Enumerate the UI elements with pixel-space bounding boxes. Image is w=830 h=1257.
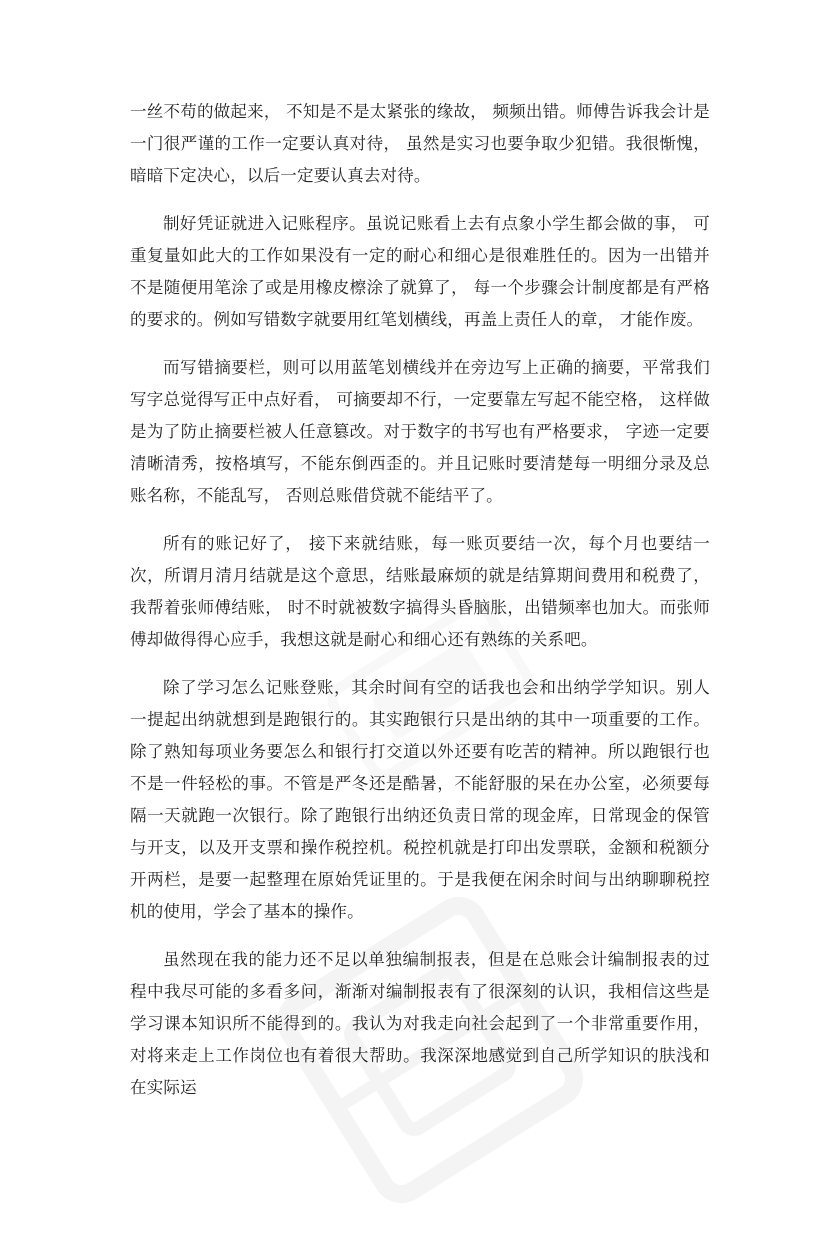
paragraph-1: 一丝不苟的做起来， 不知是不是太紧张的缘故， 频频出错。师傅告诉我会计是一门很严谨的工作一定要认真对待， 虽然是实习也要争取少犯错。我很惭愧， 暗暗下定决心，以后一定要认真去对待。 [130,102,710,185]
document-body [130,96,710,1120]
paragraph-6: 虽然现在我的能力还不足以单独编制报表，但是在总账会计编制报表的过程中我尽可能的多看多问，渐渐对编制报表有了很深刻的认识，我相信这些是学习课本知识所不能得到的。我认为对我走向社会起到了一个非常重要作用， 对将来走上工作岗位也有着很大帮助。我深深地感觉到自己所学知识的肤浅和在实际运 [130,950,710,1097]
paragraph-5: 除了学习怎么记账登账，其余时间有空的话我也会和出纳学学知识。别人一提起出纳就想到是跑银行的。其实跑银行只是出纳的其中一项重要的工作。除了熟知每项业务要怎么和银行打交道以外还要有吃苦的精神。所以跑银行也不是一件轻松的事。不管是严冬还是酷暑，不能舒服的呆在办公室，必须要每隔一天就跑一次银行。除了跑银行出纳还负责日常的现金库，日常现金的保管与开支，以及开支票和操作税控机。税控机就是打印出发票联，金额和税额分开两栏，是要一起整理在原始凭证里的。于是我便在闲余时间与出纳聊聊税控机的使用，学会了基本的操作。 [130,678,710,921]
paragraph-3: 而写错摘要栏，则可以用蓝笔划横线并在旁边写上正确的摘要，平常我们写字总觉得写正中点好看， 可摘要却不行，一定要靠左写起不能空格， 这样做是为了防止摘要栏被人任意篡改。对于数字的书写也有严格要求， 字迹一定要清晰清秀，按格填写，不能东倒西歪的。并且记账时要清楚每一明细分录及总账名称，不能乱写， 否则总账借贷就不能结平了。 [130,358,710,505]
paragraph-2: 制好凭证就进入记账程序。虽说记账看上去有点象小学生都会做的事， 可重复量如此大的工作如果没有一定的耐心和细心是很难胜任的。因为一出错并不是随便用笔涂了或是用橡皮檫涂了就算了， 每一个步骤会计制度都是有严格的要求的。例如写错数字就要用红笔划横线，再盖上责任人的章， 才能作废。 [130,214,710,329]
paragraph-4: 所有的账记好了， 接下来就结账，每一账页要结一次，每个月也要结一次，所谓月清月结就是这个意思，结账最麻烦的就是结算期间费用和税费了，我帮着张师傅结账， 时不时就被数字搞得头昏脑胀，出错频率也加大。而张师傅却做得得心应手，我想这就是耐心和细心还有熟练的关系吧。 [130,534,710,649]
